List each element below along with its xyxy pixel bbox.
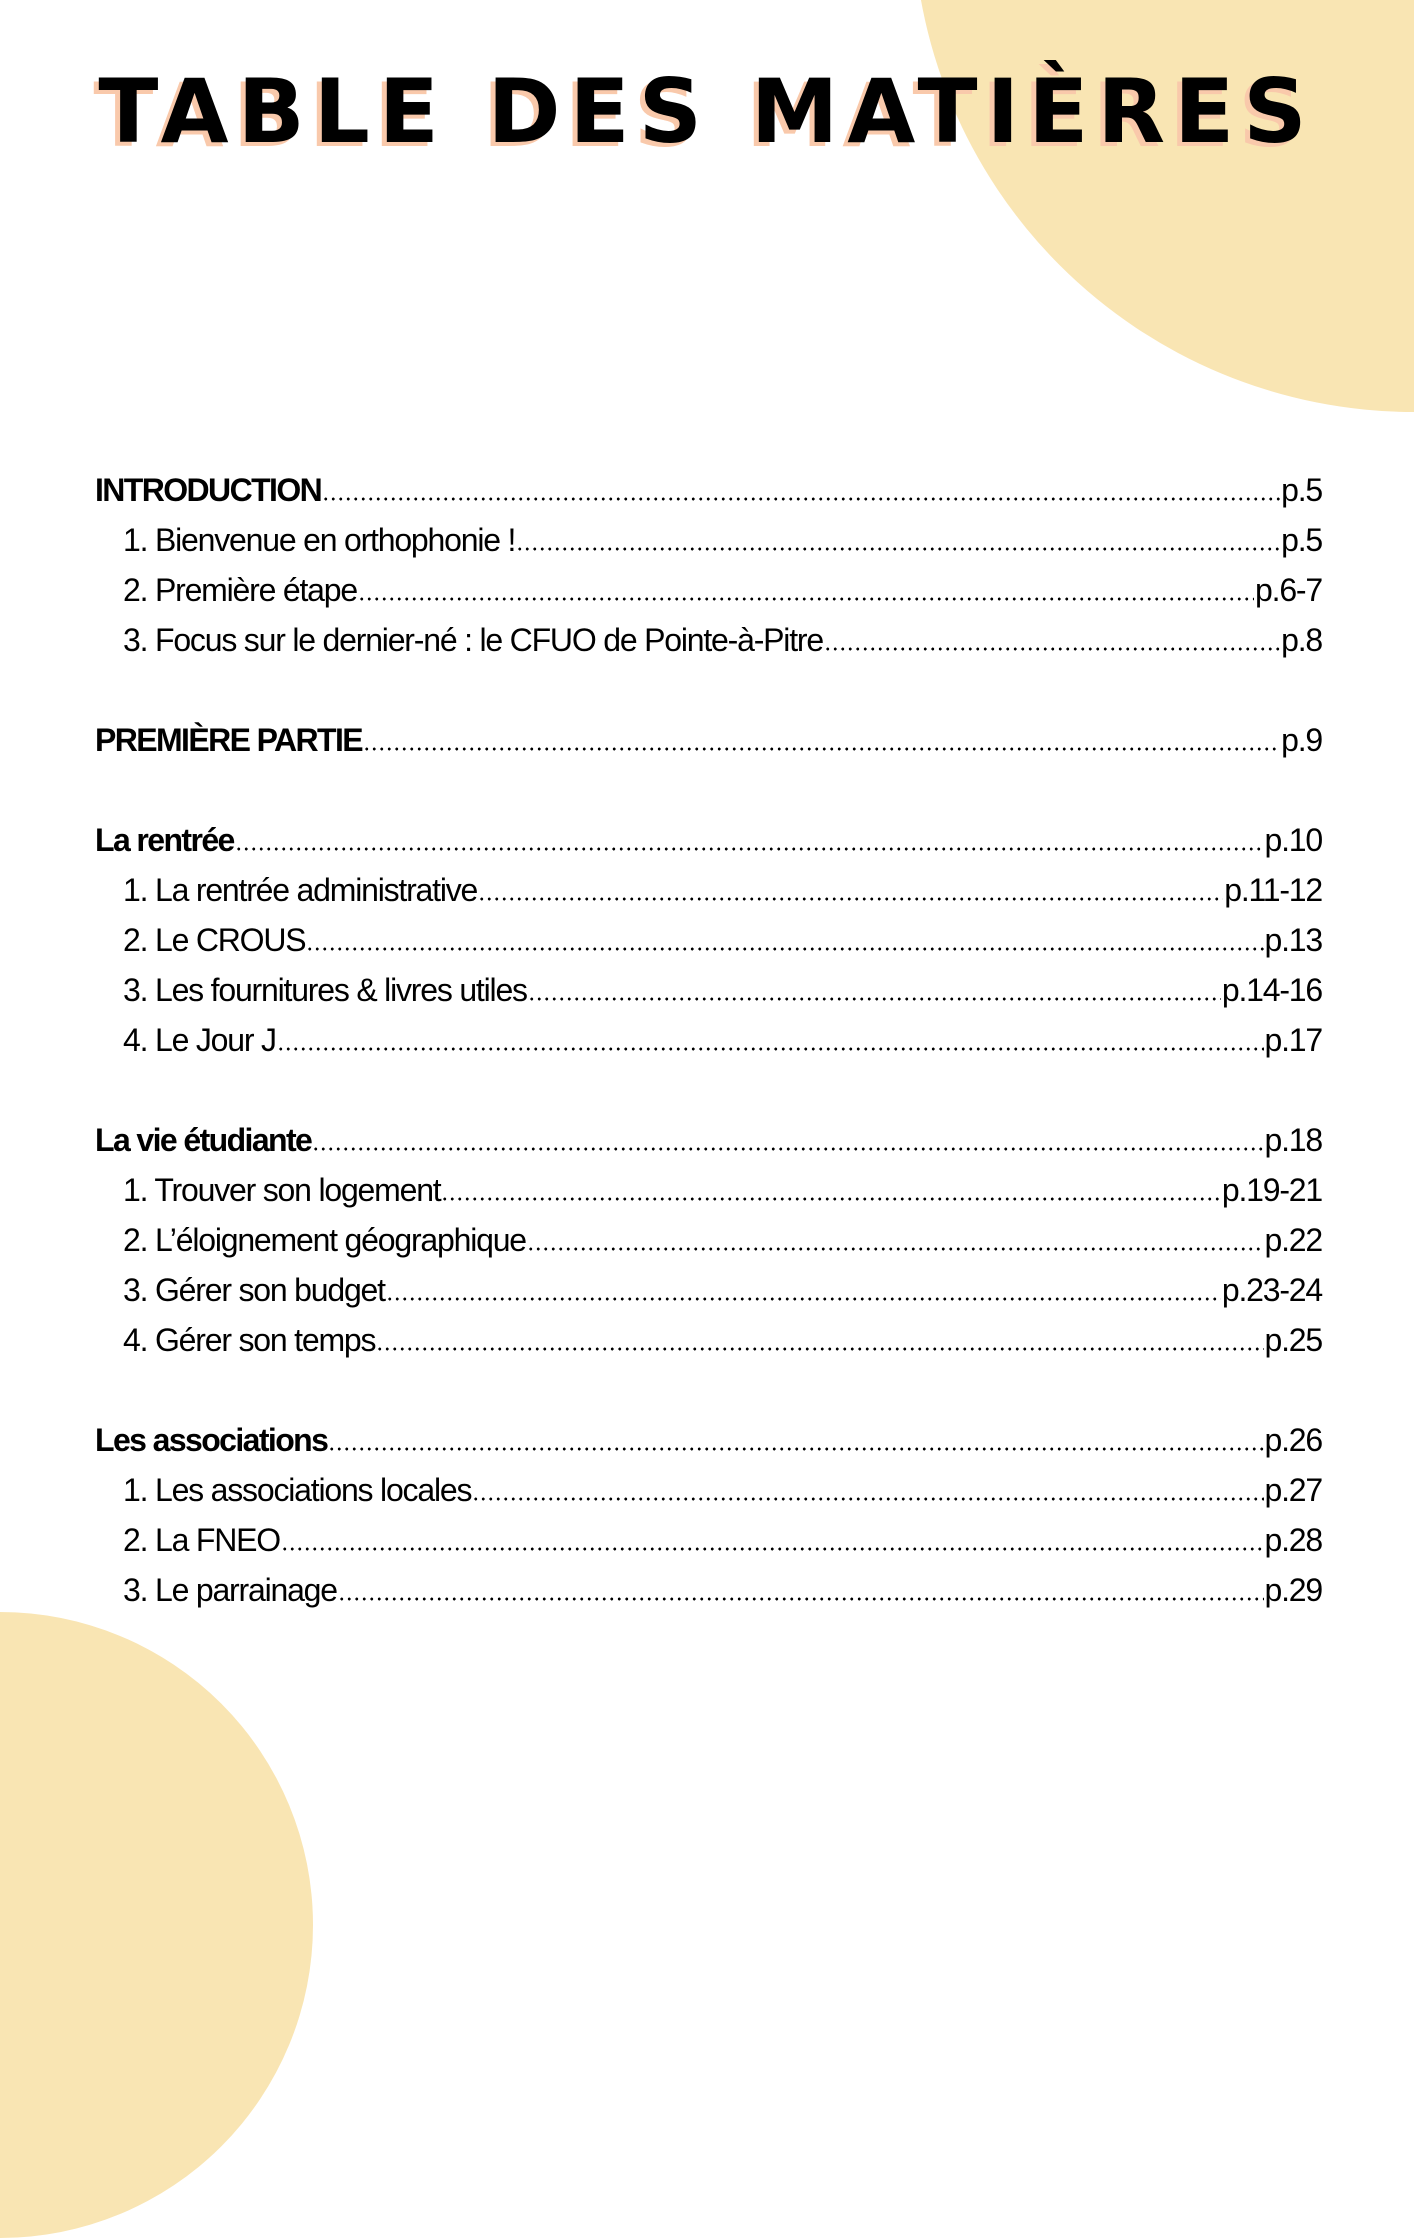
toc-entry-page: p.5 [1281,522,1322,558]
toc-heading-les-associations[interactable] [95,1416,1322,1460]
toc-item[interactable] [123,1166,1322,1210]
dot-leader [281,1546,1264,1552]
dot-leader [277,1046,1264,1052]
dot-leader [322,496,1280,502]
toc-entry-label: 3. Focus sur le dernier-né : le CFUO de Pointe-à-Pitre [123,622,823,658]
toc-entry-page: p.8 [1281,622,1322,658]
toc-entry-label: 3. Le parrainage [123,1572,337,1608]
toc-entry-label: 1. La rentrée administrative [123,872,478,908]
dot-leader [376,1346,1263,1352]
dot-leader [312,1146,1263,1152]
page-title: TABLE DES MATIÈRES [98,60,1316,163]
toc-entry-page: p.17 [1264,1022,1322,1058]
toc-entry-label: INTRODUCTION [95,472,322,508]
dot-leader [527,1246,1264,1252]
toc-entry-label: La vie étudiante [95,1122,312,1158]
toc-entry-page: p.18 [1264,1122,1322,1158]
toc-entry-page: p.13 [1264,922,1322,958]
toc-entry-label: 2. Première étape [123,572,357,608]
toc-entry-page: p.28 [1264,1522,1322,1558]
toc-entry-label: 2. La FNEO [123,1522,280,1558]
toc-entry-label: 4. Gérer son temps [123,1322,376,1358]
dot-leader [472,1496,1263,1502]
dot-leader [338,1596,1264,1602]
toc-item[interactable] [123,566,1322,610]
toc-entry-page: p.23-24 [1221,1272,1322,1308]
toc-entry-page: p.27 [1264,1472,1322,1508]
toc-item[interactable] [123,1316,1322,1360]
toc-item[interactable] [123,1516,1322,1560]
toc-entry-page: p.25 [1264,1322,1322,1358]
toc-entry-label: 1. Bienvenue en orthophonie ! [123,522,516,558]
toc-heading-premiere-partie[interactable] [95,716,1322,760]
toc-entry-page: p.19-21 [1221,1172,1322,1208]
toc-entry-page: p.9 [1281,722,1322,758]
dot-leader [824,646,1280,652]
toc-entry-page: p.14-16 [1221,972,1322,1008]
dot-leader [478,896,1223,902]
toc-entry-label: Les associations [95,1422,328,1458]
toc-entry-label: 2. Le CROUS [123,922,306,958]
dot-leader [363,746,1280,752]
dot-leader [441,1196,1220,1202]
toc-item[interactable] [123,1566,1322,1610]
toc-item[interactable] [123,1216,1322,1260]
toc-item[interactable] [123,866,1322,910]
toc-item[interactable] [123,516,1322,560]
toc-item[interactable] [123,1016,1322,1060]
toc-entry-label: 4. Le Jour J [123,1022,276,1058]
dot-leader [516,546,1280,552]
toc-heading-la-vie-etudiante[interactable] [95,1116,1322,1160]
toc-entry-page: p.29 [1264,1572,1322,1608]
dot-leader [235,846,1264,852]
toc-entry-label: PREMIÈRE PARTIE [95,722,363,758]
toc-entry-label: 3. Les fournitures & livres utiles [123,972,527,1008]
dot-leader [306,946,1263,952]
toc-entry-page: p.11-12 [1224,872,1322,908]
toc-item[interactable] [123,916,1322,960]
toc-item[interactable] [123,966,1322,1010]
toc-item[interactable] [123,1466,1322,1510]
toc-entry-label: 3. Gérer son budget [123,1272,385,1308]
toc-entry-page: p.10 [1264,822,1322,858]
toc-entry-page: p.6-7 [1255,572,1322,608]
toc-entry-label: 1. Les associations locales [123,1472,472,1508]
toc-heading-la-rentree[interactable] [95,816,1322,860]
dot-leader [386,1296,1221,1302]
toc-entry-page: p.26 [1264,1422,1322,1458]
dot-leader [528,996,1221,1002]
toc-entry-label: La rentrée [95,822,234,858]
toc-entry-page: p.5 [1281,472,1322,508]
dot-leader [358,596,1254,602]
toc-entry-page: p.22 [1264,1222,1322,1258]
toc-item[interactable] [123,1266,1322,1310]
toc-entry-label: 1. Trouver son logement [123,1172,441,1208]
toc-heading-introduction[interactable] [95,466,1322,510]
dot-leader [328,1446,1263,1452]
toc-item[interactable] [123,616,1322,660]
toc-entry-label: 2. L’éloignement géographique [123,1222,526,1258]
